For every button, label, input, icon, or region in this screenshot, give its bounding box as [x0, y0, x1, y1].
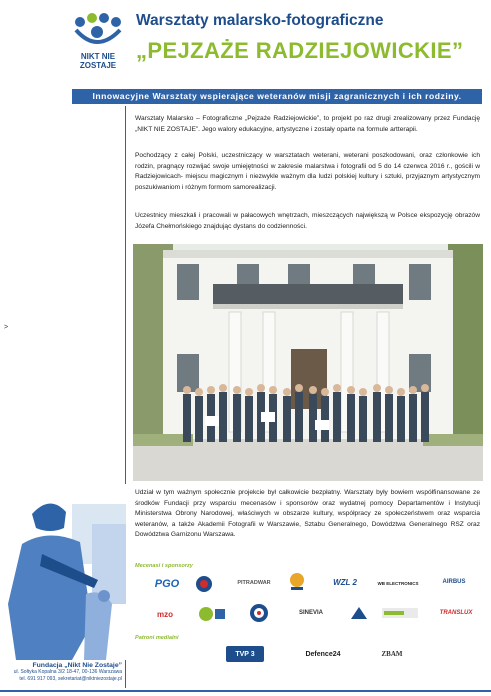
group-photo [133, 244, 483, 481]
paragraph-funding: Udział w tym ważnym społecznie projekcie był całkowicie bezpłatny. Warsztaty były bowiem współfinansowane ze środków Fundacji przy wsparciu mecenasów i sponsorów oraz wydatnej pomocy Departamentów i Instytucji Ministerstwa Obrony Narodowej, właściwych w obszarze kultury, współpracy ze społeczeństwem oraz wsparcia weteranów, a także Akademii Fotografii w Warszawie, Sztabu Generalnego, Dowództwa Generalnego RSZ oraz Dowództwa Garnizonu Warszawa. [135, 489, 480, 539]
media-logo-3 [372, 646, 412, 662]
media-logo-1 [226, 646, 264, 662]
logo-line2: ZOSTAJE [79, 61, 117, 70]
contact-address: ul. Sołtyka Kopalna 3/2 18-47, 00-136 Warszawa [13, 669, 122, 675]
page-title: Warsztaty malarsko-fotograficzne [136, 12, 384, 29]
sponsor-emblem-2 [286, 570, 308, 594]
logo-wordmark [66, 52, 130, 70]
sponsor-emblem-3 [192, 604, 232, 624]
contact-phone: tel. 691 917 093, sekretariat@niktniezostaje.pl [19, 676, 122, 682]
foundation-contact [10, 662, 122, 683]
sponsor-logo-1 [150, 576, 184, 592]
foundation-logo [70, 12, 125, 52]
page-subtitle: „PEJZAŻE RADZIEJOWICKIE” [136, 38, 464, 63]
media-logo-2 [300, 646, 346, 662]
sponsor-name: PITRADWAR [237, 580, 271, 586]
sponsor-name: AIRBUS [442, 579, 466, 585]
sponsor-name: PGO [154, 578, 180, 590]
paragraph-venue: Uczestnicy mieszkali i pracowali w pałacowych wnętrzach, mieszczących największą w Polsce ekspozycję obrazów Józefa Chełmońskiego znajdując dystans do codzienności. [135, 212, 480, 230]
sponsor-emblem-4 [248, 602, 270, 624]
sponsor-name: TRANSLUX [439, 610, 473, 616]
contact-org: Fundacja „Nikt Nie Zostaje” [32, 662, 122, 669]
sponsor-logo-7 [288, 606, 334, 620]
logo-line1: NIKT NIE [80, 52, 116, 61]
banner: Innowacyjne Warsztaty wspierające weteranów misji zagranicznych i ich rodziny. [72, 89, 482, 104]
media-label: Patroni medialni [135, 635, 179, 641]
footer-line [0, 690, 491, 692]
sponsor-emblem-5 [348, 604, 370, 622]
media-name: ZBAM [381, 650, 403, 658]
sponsor-name: WB ELECTRONICS [377, 580, 419, 586]
paragraph-intro: Warsztaty Malarsko – Fotograficzne „Pejzaże Radziejowickie”, to projekt po raz drugi zrealizowany przez Fundację „NIKT NIE ZOSTAJE”. Jego walory edukacyjne, artystyczne i zostały oparte na formule artterapii. [135, 115, 480, 133]
side-marker: > [4, 324, 9, 331]
sponsor-logo-5 [436, 574, 472, 590]
sponsor-logo-4 [370, 576, 426, 590]
sponsor-name: WZL 2 [333, 577, 357, 587]
sponsor-logo-8 [436, 606, 476, 620]
sponsor-name: mzo [157, 609, 173, 619]
sponsor-logo-3 [330, 574, 360, 590]
sponsor-emblem-1 [192, 574, 216, 594]
media-name: Defence24 [305, 650, 341, 658]
sponsors-label: Mecenasi i sponsorzy [135, 563, 193, 569]
sponsor-logo-6 [150, 606, 180, 622]
soldier-graphic [2, 484, 126, 660]
paragraph-participants: Pochodzący z całej Polski, uczestniczący w warsztatach weterani, weterani poszkodowani, oraz członkowie ich rodzin, pragnący rozwijać swoje umiejętności w zakresie malarstwa i fotografii od 5 do 14 czerwca 2016 r., gościli w Radziejowicach- miejscu magicznym i niezwykle ważnym dla ludzi polskiej kultury i sztuki, przyjaznym artystycznym poszukiwaniom i różnym formom samorealizacji. [135, 152, 480, 191]
sponsor-name: SINEVIA [298, 610, 323, 616]
sponsor-logo-2 [232, 576, 276, 590]
sponsor-emblem-6 [380, 604, 420, 622]
media-name: TVP 3 [235, 650, 255, 658]
